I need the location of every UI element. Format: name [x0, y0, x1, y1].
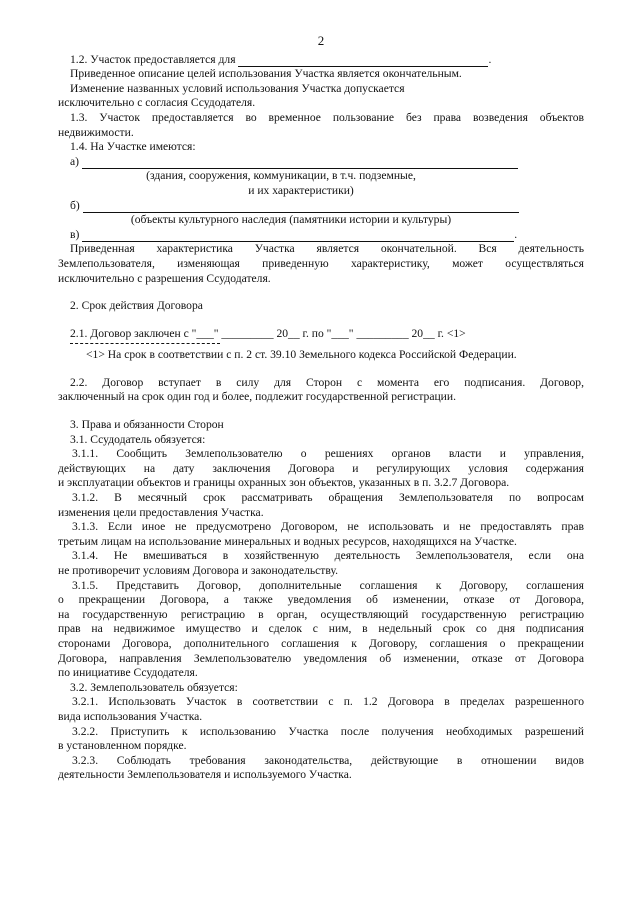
clause-3-2-1-line1: 3.2.1. Использовать Участок в соответствии с п. 1.2 Договора в пределах разрешенного [72, 695, 584, 709]
clause-3-2-3-line2: деятельности Землепользователя и используемого Участка. [58, 768, 352, 782]
clause-3-1-3-line2: третьим лицам на использование минеральных и водных ресурсов, находящихся на Участке. [58, 534, 517, 548]
consent-line: исключительно с согласия Ссудодателя. [58, 96, 256, 110]
clause-1-2-text: 1.2. Участок предоставляется для [70, 52, 236, 66]
clause-2-1: 2.1. Договор заключен с "___" _________ 20__ г. по "___" _________ 20__ г. <1> [70, 326, 466, 340]
clause-1-3-line2: недвижимости. [58, 125, 134, 139]
clause-3-1-2-line1: 3.1.2. В месячный срок рассматривать обращения Землепользователя по вопросам [72, 491, 584, 505]
clause-3-2-2-line1: 3.2.2. Приступить к использованию Участка после получения необходимых разрешений [72, 724, 584, 738]
clause-3-1-4-line1: 3.1.4. Не вмешиваться в хозяйственную деятельность Землепользователя, если она [72, 549, 584, 563]
clause-3-1-4-line2: не противоречит условиям Договора и законодательству. [58, 564, 338, 577]
item-b-label: б) [70, 198, 80, 212]
item-a-caption-2: и их характеристики) [248, 183, 354, 197]
clause-3-2-1-line2: вида использования Участка. [58, 709, 203, 723]
clause-1-4: 1.4. На Участке имеются: [70, 140, 196, 154]
page-number: 2 [317, 33, 325, 48]
characteristic-line2: Землепользователя, изменяющая приведенную характеристику, может осуществляться [58, 256, 584, 270]
clause-2-2-line2: заключенный на срок один год и более, подлежит государственной регистрации. [58, 390, 456, 404]
item-c-label: в) [70, 227, 80, 241]
clause-3-1-5-line6: Договора, направления Землепользователю уведомления об изменении, отказе от Договора [58, 651, 584, 665]
clause-3-1-1-line2: действующих на дату заключения Договора и регулирующих условия содержания [58, 461, 584, 475]
item-b-caption: (объекты культурного наследия (памятники истории и культуры) [130, 213, 452, 227]
clause-3-1-1-line1: 3.1.1. Сообщить Землепользователю о решениях органов власти и управления, [72, 447, 584, 461]
footnote-separator [70, 343, 220, 344]
clause-1-3-line1: 1.3. Участок предоставляется во временное пользование без права возведения объектов [70, 110, 584, 124]
clause-1-2 [58, 53, 584, 68]
clause-3-1-5-line2: о прекращении Договора, а также уведомления об изменении, отказе от Договора, [58, 593, 584, 607]
clause-3-1-3-line1: 3.1.3. Если иное не предусмотрено Договором, не использовать и не предоставлять прав [72, 520, 584, 534]
item-a-caption-1: (здания, сооружения, коммуникации, в т.ч. подземные, [146, 169, 416, 183]
item-a [58, 155, 584, 170]
characteristic-line1: Приведенная характеристика Участка является окончательной. Вся деятельность [70, 242, 584, 256]
purpose-blank [238, 55, 488, 67]
section-2-heading: 2. Срок действия Договора [70, 299, 203, 313]
item-b [58, 199, 584, 214]
characteristic-line3: исключительно с разрешения Ссудодателя. [58, 271, 271, 285]
clause-3-1-5-line5: сторонами Договора, дополнительного соглашения к Договору, соглашения о прекращении [58, 636, 584, 650]
footnote-1: <1> На срок в соответствии с п. 2 ст. 39.10 Земельного кодекса Российской Федерации. [86, 348, 517, 362]
purpose-final-line: Приведенное описание целей использования Участка является окончательным. [70, 67, 462, 81]
section-3-heading: 3. Права и обязанности Сторон [70, 418, 224, 432]
clause-3-1-5-line7: по инициативе Ссудодателя. [58, 666, 198, 680]
clause-3-1-5-line3: на государственную регистрацию в орган, осуществляющий государственную регистрацию [58, 607, 584, 621]
clause-3-2: 3.2. Землепользователь обязуется: [70, 680, 238, 694]
item-b-blank [83, 201, 519, 213]
item-c-end: . [514, 227, 518, 241]
clause-3-1-2-line2: изменения цели предоставления Участка. [58, 505, 264, 519]
item-c-blank [82, 230, 514, 242]
clause-3-1-5-line4: прав на недвижимое имущество и сделок с ним, в недельный срок со дня подписания [58, 622, 584, 636]
item-c [58, 228, 584, 243]
clause-2-2-line1: 2.2. Договор вступает в силу для Сторон с момента его подписания. Договор, [70, 375, 584, 389]
clause-3-2-3-line1: 3.2.3. Соблюдать требования законодательства, действующие в отношении видов [72, 753, 584, 767]
item-a-label: а) [70, 154, 80, 168]
clause-3-2-2-line2: в установленном порядке. [58, 739, 187, 753]
clause-3-1-5-line1: 3.1.5. Представить Договор, дополнительные соглашения к Договору, соглашения [72, 578, 584, 592]
item-a-blank [82, 157, 518, 169]
change-conditions-line: Изменение названных условий использования Участка допускается [70, 81, 405, 95]
clause-3-1-1-line3: и эксплуатации объектов и границы охранных зон объектов, указанных в п. 3.2.7 Договора. [58, 476, 510, 490]
clause-1-2-end: . [488, 52, 492, 66]
clause-3-1: 3.1. Ссудодатель обязуется: [70, 432, 206, 446]
